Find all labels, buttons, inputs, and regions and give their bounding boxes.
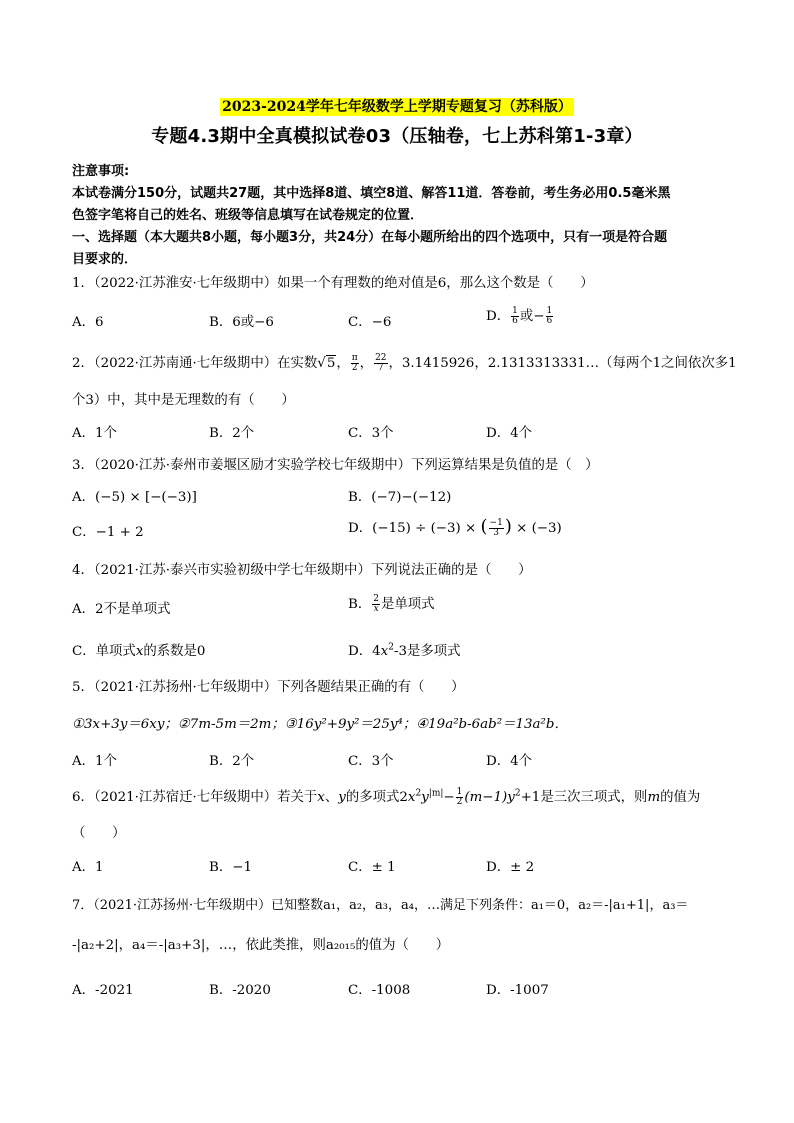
notice-line-2: 色签字笔将自己的姓名、班级等信息填写在试卷规定的位置． [72,208,424,223]
q7-option-d: D．-1007 [486,983,549,998]
q6-option-b: B．−1 [209,860,252,875]
q5-stem: 5．（2021·江苏扬州·七年级期中）下列各题结果正确的有（ ） [72,680,465,695]
q4-b-den: x [373,604,379,614]
q1-option-c: C．−6 [348,315,392,330]
q6-poly-x-exp: 2 [415,788,422,799]
q7-option-c: C．-1008 [348,983,411,998]
q6-poly-y-exp: |m| [428,788,444,799]
q3-option-b: B．(−7)−(−12) [348,490,452,505]
q3-d-num: −1 [489,518,503,528]
q3-d-text-1: D．(−15) ÷ (−3) × [348,521,481,536]
q6-stem-line-2: （ ） [72,826,126,841]
q2-frac-pi [351,354,359,373]
q6-text-3: 是三次三项式，则 [540,790,648,805]
q4-stem: 4．（2021·江苏·泰兴市实验初级中学七年级期中）下列说法正确的是（ ） [72,563,532,578]
q1-option-b: B．6或−6 [209,315,274,330]
q3-option-d [348,516,562,538]
q6-minus: − [443,790,455,805]
q2-stem-line-1 [72,352,737,373]
main-title: 专题4.3期中全真模拟试卷03（压轴卷，七上苏科第1-3章） [151,126,643,147]
q4-d-text-1: D．4 [348,644,381,659]
q7-stem-line-2: -|a₂+2|，a₄＝-|a₃+3|，…，依此类推，则a₂₀₁₅的值为（ ） [72,938,450,953]
q6-frac [456,788,464,807]
q6-plus: +1 [520,790,541,805]
q6-text-1: 6．（2021·江苏宿迁·七年级期中）若关于 [72,790,318,805]
notice-label: 注意事项: [72,164,130,179]
q6-option-c: C．± 1 [348,860,396,875]
q6-paren: (m−1) [464,790,508,805]
q7-stem-line-1: 7．（2021·江苏扬州·七年级期中）已知整数a₁，a₂，a₃，a₄，…满足下列条件：a₁＝0，a₂＝-|a₁+1|，a₃＝ [72,898,689,913]
q2-frac-22-7 [374,354,387,373]
q4-option-d [348,640,461,659]
q2-two: 2 [351,363,358,373]
q1-d-num-2: 1 [546,306,553,316]
q1-stem: 1．（2022·江苏淮安·七年级期中）如果一个有理数的绝对值是6，那么这个数是（ ） [72,276,594,291]
q2-text-1: 2．（2022·江苏南通·七年级期中）在实数 [72,356,318,371]
q1-d-frac-2 [546,307,554,326]
q6-option-d: D．± 2 [486,860,535,875]
q2-option-a: A．1个 [72,426,117,441]
q1-d-den-1: 6 [512,316,518,326]
q4-option-a: A．2不是单项式 [72,602,171,617]
q7-option-b: B．-2020 [209,983,271,998]
q2-option-b: B．2个 [209,426,255,441]
q5-option-a: A．1个 [72,754,117,769]
q1-option-a: A．6 [72,315,104,330]
section1-line-2: 目要求的． [72,252,138,267]
q2-sqrt-sign: √ [317,356,326,371]
q2-sep-1: ， [336,356,350,371]
q3-stem: 3．（2020·江苏·泰州市姜堰区励才实验学校七年级期中）下列运算结果是负值的是（ ） [72,458,599,473]
q5-option-c: C．3个 [348,754,394,769]
q6-poly-x: x [407,790,416,805]
q6-text-4: 的值为 [660,790,701,805]
q1-d-mid: 或− [519,309,545,324]
q6-text-2: 的多项式2 [345,790,408,805]
q4-b-frac [372,595,380,614]
q7-option-a: A．-2021 [72,983,134,998]
q6-frac-num: 1 [456,787,463,797]
q3-d-text-2: × (−3) [511,521,562,536]
q1-d-frac-1 [511,307,519,326]
section1-line-1: 一、选择题（本大题共8小题，每小题3分，共24分）在每小题所给出的四个选项中，只有一项是符合题 [72,230,668,245]
q6-poly-y2: y [507,790,515,805]
q5-items: ①3x+3y＝6xy；②7m-5m＝2m；③16y²+9y²＝25y⁴；④19a²b-6ab²＝13a²b． [72,717,568,732]
series-title [0,96,794,116]
q2-stem-line-2: 个3）中，其中是无理数的有（ ） [72,393,295,408]
q2-sqrt [317,356,336,371]
q4-c-x: x [135,644,144,659]
q1-d-num-1: 1 [512,306,518,316]
q5-option-d: D．4个 [486,754,533,769]
series-title-text: 2023-2024学年七年级数学上学期专题复习（苏科版） [222,99,572,115]
q6-stem-line-1 [72,786,732,807]
q3-d-frac [489,519,504,538]
q4-d-x: x [380,644,389,659]
q2-den-7: 7 [377,363,384,373]
q3-d-den: 3 [493,528,500,538]
q6-m: m [647,790,661,805]
q6-poly-y2-exp: 2 [514,788,521,799]
q6-x: x [317,790,325,805]
q4-b-num: 2 [373,594,379,604]
q6-sep: 、 [324,790,339,805]
q4-option-c [72,640,205,659]
q2-sep-2: ， [359,356,374,371]
q2-option-c: C．3个 [348,426,394,441]
q5-option-b: B．2个 [209,754,255,769]
q2-option-d: D．4个 [486,426,533,441]
q6-frac-den: 2 [456,797,463,807]
q4-d-exp: 2 [388,642,394,653]
q3-d-rparen: ) [504,516,512,537]
q6-option-a: A．1 [72,860,104,875]
q4-b-suffix: 是单项式 [380,597,435,612]
q4-c-text-1: C．单项式 [72,644,136,659]
q2-pi: π [351,353,358,363]
q3-option-c: C．−1 + 2 [72,525,144,540]
q4-b-prefix: B． [348,597,372,612]
q4-c-text-2: 的系数是0 [143,644,206,659]
q1-d-den-2: 6 [546,316,553,326]
q4-d-text-2: -3是多项式 [393,644,461,659]
q3-d-lparen: ( [480,516,488,537]
q1-option-d [486,305,554,326]
q1-d-prefix: D． [486,309,511,324]
q4-option-b [348,593,435,614]
q6-y: y [338,790,346,805]
q2-sqrt-value: 5 [326,356,336,371]
q6-poly-y: y [421,790,429,805]
q3-option-a: A．(−5) × [−(−3)] [72,490,197,505]
q2-text-2: ，3.1415926，2.1313313331…（每两个1之间依次多1 [388,356,737,371]
notice-line-1: 本试卷满分150分，试题共27题，其中选择8道、填空8道、解答11道．答卷前，考生务必用0.5毫米黑 [72,186,671,201]
q2-num-22: 22 [375,353,387,363]
